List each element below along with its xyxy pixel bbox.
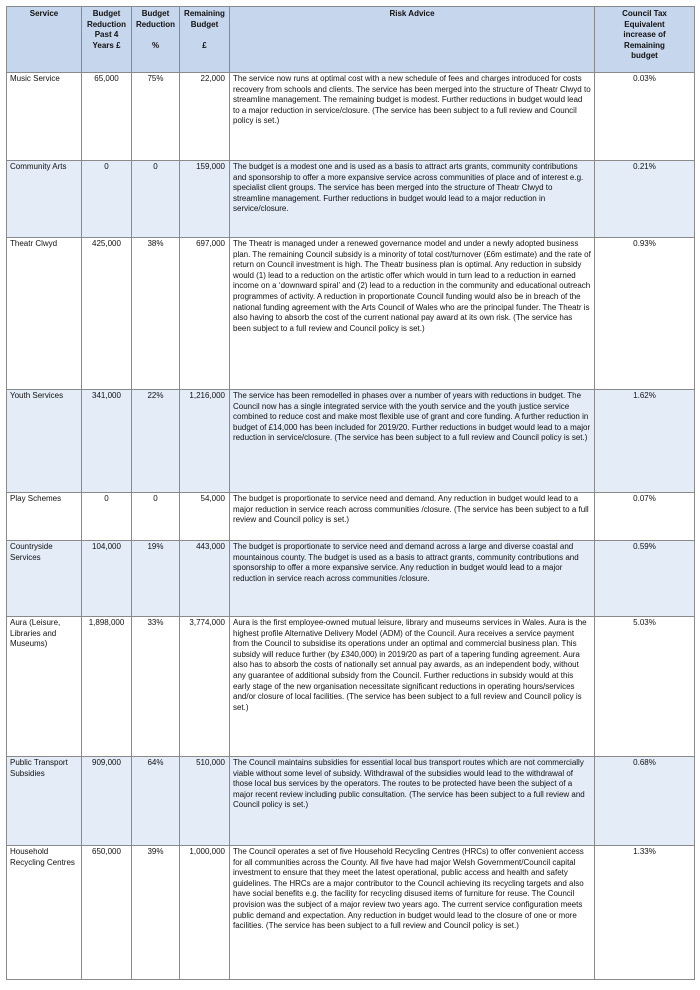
advice-cell: The Council maintains subsidies for essential local bus transport routes which are not commercially viable without some level of subsidy. Withdrawal of the subsidies would lead to the withdrawal of those local bus services by the operators. The routes to be protected have been the subject of a major recent review including public consultation. (The service has been subject to a full review and Council policy is set.): [230, 757, 595, 846]
council-tax-cell: 1.33%: [595, 846, 695, 980]
reduction-cell: 909,000: [82, 757, 132, 846]
service-cell: Countryside Services: [7, 541, 82, 617]
reduction-cell: 65,000: [82, 73, 132, 161]
service-cell: Play Schemes: [7, 493, 82, 541]
remaining-cell: 22,000: [180, 73, 230, 161]
service-cell: Community Arts: [7, 161, 82, 238]
council-tax-cell: 0.93%: [595, 238, 695, 390]
remaining-cell: 54,000: [180, 493, 230, 541]
advice-cell: The Theatr is managed under a renewed governance model and under a newly adopted business plan. The remaining Council subsidy is a minority of total cost/turnover (£6m estimate) and the rate of return on Council investment is high. The Theatr business plan is optimal. Any reduction in subsidy would (1) lead to a reduction on the artistic offer which would in turn lead to a reduction in earned income on a ‘downward spiral’ and (2) lead to a reduction in the community and educational outreach programmes of activity. A reduction in proportionate Council funding would also be in breach of the national funding agreement with the Arts Council of Wales who are the principal funder. The Theatr is also having to absorb the cost of the current national pay award at its own risk. (The service has been subject to a full review and Council policy is set.): [230, 238, 595, 390]
header-budget-reduction: Budget Reduction Past 4 Years £: [82, 7, 132, 73]
reduction-cell: 104,000: [82, 541, 132, 617]
remaining-cell: 1,000,000: [180, 846, 230, 980]
reduction-cell: 0: [82, 161, 132, 238]
council-tax-cell: 0.68%: [595, 757, 695, 846]
header-row: [7, 7, 695, 73]
remaining-cell: 443,000: [180, 541, 230, 617]
service-cell: Public Transport Subsidies: [7, 757, 82, 846]
advice-cell: The Council operates a set of five Household Recycling Centres (HRCs) to offer convenient access for all communities across the County. All five have had major Welsh Government/Council capital investment to ensure that they meet the latest operational, public access and health and safety guidelines. The HRCs are a major contributor to the Council achieving its recycling targets and also have social benefits e.g. the facility for recycling disused items of furniture for reuse. The Council provision was the subject of a major review two years ago. The current service configuration meets public demand and expectation. Any reduction in budget would lead to the closure of one or more facilities. (The service has been subject to a full review and Council policy is set.): [230, 846, 595, 980]
service-cell: Music Service: [7, 73, 82, 161]
percent-cell: 64%: [132, 757, 180, 846]
advice-cell: The budget is proportionate to service need and demand. Any reduction in budget would lead to a major reduction in service reach across communities /closure. (The service has been subject to a full review and Council policy is set.): [230, 493, 595, 541]
header-risk-advice: Risk Advice: [230, 7, 595, 73]
header-remaining-budget: Remaining Budget £: [180, 7, 230, 73]
council-tax-cell: 0.59%: [595, 541, 695, 617]
table-row: [7, 493, 695, 541]
header-council-tax: Council Tax Equivalent increase of Remaining budget: [595, 7, 695, 73]
advice-cell: The budget is a modest one and is used as a basis to attract arts grants, community contributions and sponsorship to offer a more expansive service across communities of place and of interest e.g. specialist client groups. The service has been merged into the structure of Theatr Clwyd to streamline management. Further reductions in budget would lead to a major reduction in service/closure.: [230, 161, 595, 238]
remaining-cell: 159,000: [180, 161, 230, 238]
advice-cell: The budget is proportionate to service need and demand across a large and diverse coastal and mountainous county. The budget is used as a basis to attract grants, community contributions and sponsorship to offer a more expansive service. Any reduction in budget would lead to a major reduction in service reach across communities /closure.: [230, 541, 595, 617]
remaining-cell: 697,000: [180, 238, 230, 390]
reduction-cell: 0: [82, 493, 132, 541]
remaining-cell: 510,000: [180, 757, 230, 846]
reduction-cell: 1,898,000: [82, 617, 132, 757]
table-row: [7, 846, 695, 980]
reduction-cell: 425,000: [82, 238, 132, 390]
advice-cell: The service now runs at optimal cost with a new schedule of fees and charges introduced for costs recovery from schools and clients. The service has been merged into the structure of Theatr Clwyd to streamline management. The remaining budget is modest. Further reductions in budget would lead to a major reduction in service/closure. (The service has been subject to a full review and Council policy is set.): [230, 73, 595, 161]
council-tax-cell: 1.62%: [595, 390, 695, 493]
header-reduction-percent: Budget Reduction %: [132, 7, 180, 73]
risk-advice-table: [6, 6, 695, 980]
council-tax-cell: 0.07%: [595, 493, 695, 541]
remaining-cell: 1,216,000: [180, 390, 230, 493]
council-tax-cell: 5.03%: [595, 617, 695, 757]
percent-cell: 33%: [132, 617, 180, 757]
remaining-cell: 3,774,000: [180, 617, 230, 757]
percent-cell: 0: [132, 161, 180, 238]
council-tax-cell: 0.21%: [595, 161, 695, 238]
service-cell: Household Recycling Centres: [7, 846, 82, 980]
percent-cell: 39%: [132, 846, 180, 980]
table-row: [7, 757, 695, 846]
table-row: [7, 617, 695, 757]
table-row: [7, 161, 695, 238]
percent-cell: 22%: [132, 390, 180, 493]
percent-cell: 75%: [132, 73, 180, 161]
percent-cell: 19%: [132, 541, 180, 617]
advice-cell: The service has been remodelled in phases over a number of years with reductions in budget. The Council now has a single integrated service with the youth service and the youth justice service combined to reduce cost and make most flexible use of grant and core funding. A further reduction in budget of £14,000 has been included for 2019/20. Further reductions in budget would lead to a major reduction in service/closure. (The service has been subject to a full review and Council policy is set.): [230, 390, 595, 493]
service-cell: Aura (Leisure, Libraries and Museums): [7, 617, 82, 757]
table-row: [7, 238, 695, 390]
reduction-cell: 650,000: [82, 846, 132, 980]
table-row: [7, 390, 695, 493]
service-cell: Youth Services: [7, 390, 82, 493]
advice-cell: Aura is the first employee-owned mutual leisure, library and museums services in Wales. Aura is the highest profile Alternative Delivery Model (ADM) of the Council. Aura receives a service payment from the Council to subsidise its operations under an optimal and commercial business plan. This subsidy will reduce further (by £340,000) in 2019/20 as part of a tapering funding agreement. Aura also has to absorb the costs of nationally set annual pay awards, as an independent body, without any guarantee of additional subsidy from the Council. Further reductions in subsidy would at this early stage of the new organisation necessitate significant reductions in operating hours/services and/or closure of local facilities. (The service has been subject to a full review and Council policy is set.): [230, 617, 595, 757]
percent-cell: 0: [132, 493, 180, 541]
reduction-cell: 341,000: [82, 390, 132, 493]
council-tax-cell: 0.03%: [595, 73, 695, 161]
table-row: [7, 73, 695, 161]
service-cell: Theatr Clwyd: [7, 238, 82, 390]
table-row: [7, 541, 695, 617]
header-service: Service: [7, 7, 82, 73]
percent-cell: 38%: [132, 238, 180, 390]
